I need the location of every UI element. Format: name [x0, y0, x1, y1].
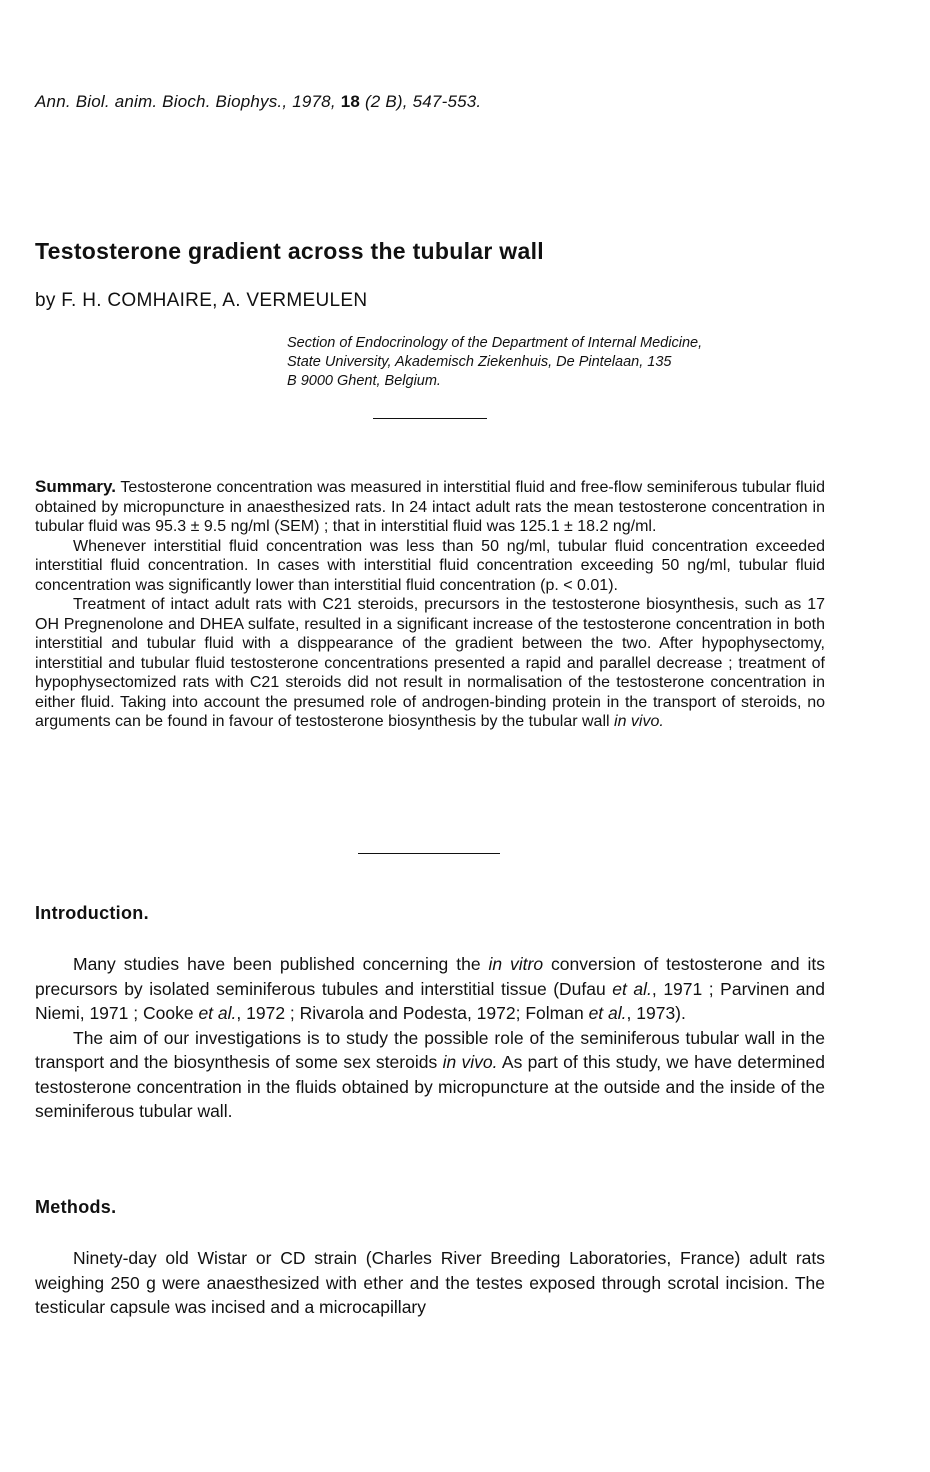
summary-paragraph: [35, 595, 825, 732]
summary-text: Treatment of intact adult rats with C21 steroids, precursors in the testosterone biosynthesis, such as 17 OH Pregnenolone and DHEA sulfate, resulted in a significant increase of the testosterone concentration in both interstitial and tubular fluid with a disppearance of the gradient between the two. After hypophysectomy, interstitial and tubular fluid testosterone concentrations presented a rapid and parallel decrease ; treatment of hypophysectomized rats with C21 steroids did not result in normalisation of the testosterone concentration in either fluid. Taking into account the presumed role of androgen-binding protein in the transport of steroids, no arguments can be found in favour of testosterone biosynthesis by the tubular wall: [35, 596, 825, 730]
summary-paragraph: [35, 477, 825, 537]
affiliation-line: Section of Endocrinology of the Department of Internal Medicine,: [287, 335, 703, 351]
citation-prefix: Ann. Biol. anim. Bioch. Biophys., 1978,: [35, 92, 336, 111]
article-authors: by F. H. COMHAIRE, A. VERMEULEN: [35, 290, 368, 311]
divider-rule: [358, 853, 500, 854]
introduction-paragraph: Many studies have been published concerning the in vitro conversion of testosterone and its precursors by isolated seminiferous tubules and interstitial tissue (Dufau et al., 1971 ; Parvinen and Niemi, 1971 ; Cooke et al., 1972 ; Rivarola and Podesta, 1972; Folman et al., 1973).: [35, 954, 825, 1023]
introduction-heading: Introduction.: [35, 903, 149, 923]
methods-heading: Methods.: [35, 1197, 117, 1217]
summary-paragraph: Whenever interstitial fluid concentration was less than 50 ng/ml, tubular fluid concentration exceeded interstitial fluid concentration. In cases with interstitial fluid concentration exceeding 50 ng/ml, tubular fluid concentration was significantly lower than interstitial fluid concentration (p. < 0.01).: [35, 537, 825, 594]
citation-volume: 18: [340, 92, 360, 111]
citation-suffix: (2 B), 547-553.: [364, 92, 482, 111]
divider-rule: [373, 418, 487, 419]
affiliation-line: State University, Akademisch Ziekenhuis, De Pintelaan, 135: [287, 354, 672, 370]
summary-section: [35, 477, 825, 732]
journal-citation: [35, 92, 481, 112]
author-affiliation: [287, 334, 847, 391]
summary-label: Summary.: [35, 477, 116, 496]
affiliation-line: B 9000 Ghent, Belgium.: [287, 373, 441, 389]
methods-body: [35, 1246, 825, 1320]
article-title: Testosterone gradient across the tubular wall: [35, 238, 544, 264]
introduction-paragraph: The aim of our investigations is to study the possible role of the seminiferous tubular wall in the transport and the biosynthesis of some sex steroids in vivo. As part of this study, we have determined testosterone concentration in the fluids obtained by micropuncture at the outside and the inside of the seminiferous tubular wall.: [35, 1027, 825, 1121]
introduction-body: [35, 952, 825, 1124]
summary-italic: in vivo.: [614, 713, 664, 730]
methods-paragraph: Ninety-day old Wistar or CD strain (Charles River Breeding Laboratories, France) adult rats weighing 250 g were anaesthesized with ether and the testes exposed through scrotal incision. The testicular capsule was incised and a microcapillary: [35, 1248, 825, 1317]
summary-text: Testosterone concentration was measured in interstitial fluid and free-flow seminiferous tubular fluid obtained by micropuncture in anaesthesized rats. In 24 intact adult rats the mean testosterone concentration in tubular fluid was 95.3 ± 9.5 ng/ml (SEM) ; that in interstitial fluid was 125.1 ± 18.2 ng/ml.: [35, 479, 826, 535]
